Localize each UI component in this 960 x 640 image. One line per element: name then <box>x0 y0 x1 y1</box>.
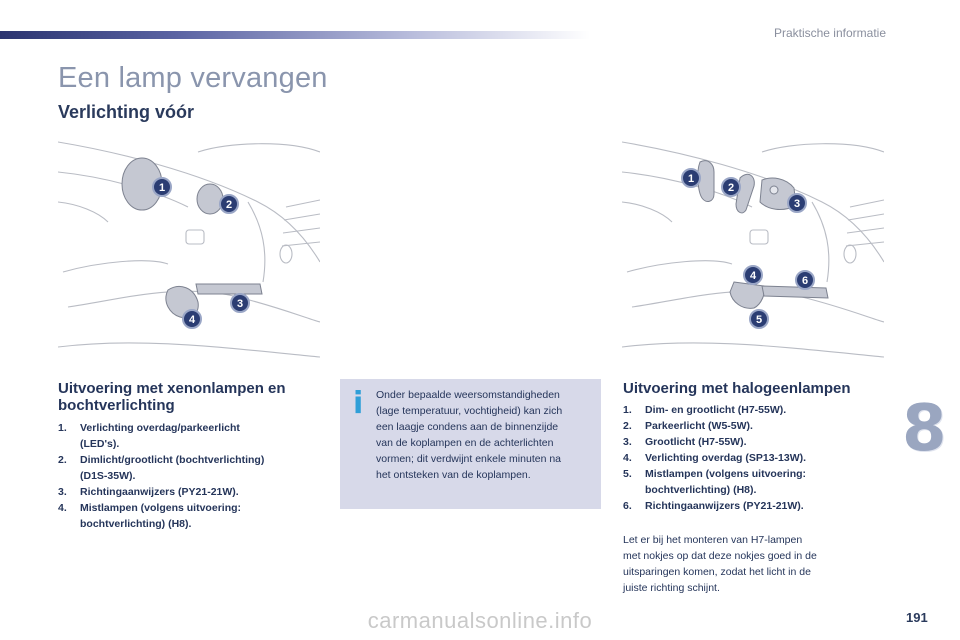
xenon-heading <box>58 380 286 414</box>
section-label: Praktische informatie <box>773 26 886 40</box>
callout-number: 1 <box>158 182 166 194</box>
halogen-bulb-list <box>623 402 883 514</box>
info-icon: i <box>353 386 364 421</box>
list-item: 6. Richtingaanwijzers (PY21-21W). <box>623 500 804 512</box>
list-item: 4. Mistlampen (volgens uitvoering: bochtverlichting) (H8). <box>58 502 242 530</box>
callout-badge <box>750 310 768 328</box>
list-item: 1. Dim- en grootlicht (H7-55W). <box>623 404 787 416</box>
halogen-heading: Uitvoering met halogeenlampen <box>623 380 851 397</box>
callout-badge <box>183 310 201 328</box>
h7-note: Let er bij het monteren van H7-lampen met nokjes op dat deze nokjes goed in de uitsparingen komen, zodat het licht in de juiste richting schijnt. <box>623 534 817 594</box>
callout-number: 1 <box>687 173 695 185</box>
callout-badge <box>796 271 814 289</box>
list-item: 1. Verlichting overdag/parkeerlicht (LED's). <box>58 422 240 450</box>
page-number: 191 <box>906 610 928 625</box>
callout-number: 3 <box>793 198 801 210</box>
list-item: 3. Grootlicht (H7-55W). <box>623 436 747 448</box>
info-text: Onder bepaalde weersomstandigheden (lage temperatuur, vochtigheid) kan zich een laagje condens aan de binnenzijde van de koplampen en de achterlichten vormen; dit verdwijnt enkele minuten na het ontsteken van de koplampen. <box>376 389 563 481</box>
callout-badge <box>788 194 806 212</box>
callout-badge <box>220 195 238 213</box>
callout-badge <box>722 178 740 196</box>
callout-number: 6 <box>801 275 809 287</box>
list-item: 2. Dimlicht/grootlicht (bochtverlichting) (D1S-35W). <box>58 454 265 482</box>
callout-number: 4 <box>749 270 757 282</box>
list-item: 3. Richtingaanwijzers (PY21-21W). <box>58 486 239 498</box>
xenon-headlamp-illustration <box>58 132 320 364</box>
xenon-bulb-list <box>58 420 318 532</box>
halogen-headlamp-illustration <box>622 132 884 364</box>
page-title: Een lamp vervangen <box>58 62 328 94</box>
info-box <box>340 379 601 509</box>
xenon-heading-line: bochtverlichting <box>58 397 175 414</box>
callout-badge <box>744 266 762 284</box>
callout-badge <box>682 169 700 187</box>
header-gradient-bar <box>0 31 590 39</box>
callout-number: 4 <box>188 314 196 326</box>
list-item: 2. Parkeerlicht (W5-5W). <box>623 420 753 432</box>
callout-number: 3 <box>236 298 244 310</box>
page-subtitle: Verlichting vóór <box>58 102 195 122</box>
list-item: 4. Verlichting overdag (SP13-13W). <box>623 452 807 464</box>
callout-number: 2 <box>225 199 233 211</box>
callout-number: 2 <box>727 182 735 194</box>
xenon-heading-line: Uitvoering met xenonlampen en <box>58 380 286 397</box>
watermark: carmanualsonline.info <box>367 608 593 633</box>
callout-badge <box>231 294 249 312</box>
list-item: 5. Mistlampen (volgens uitvoering: bochtverlichting) (H8). <box>623 468 807 496</box>
callout-badge <box>153 178 171 196</box>
callout-number: 5 <box>755 314 763 326</box>
chapter-number: 8 <box>902 392 947 466</box>
